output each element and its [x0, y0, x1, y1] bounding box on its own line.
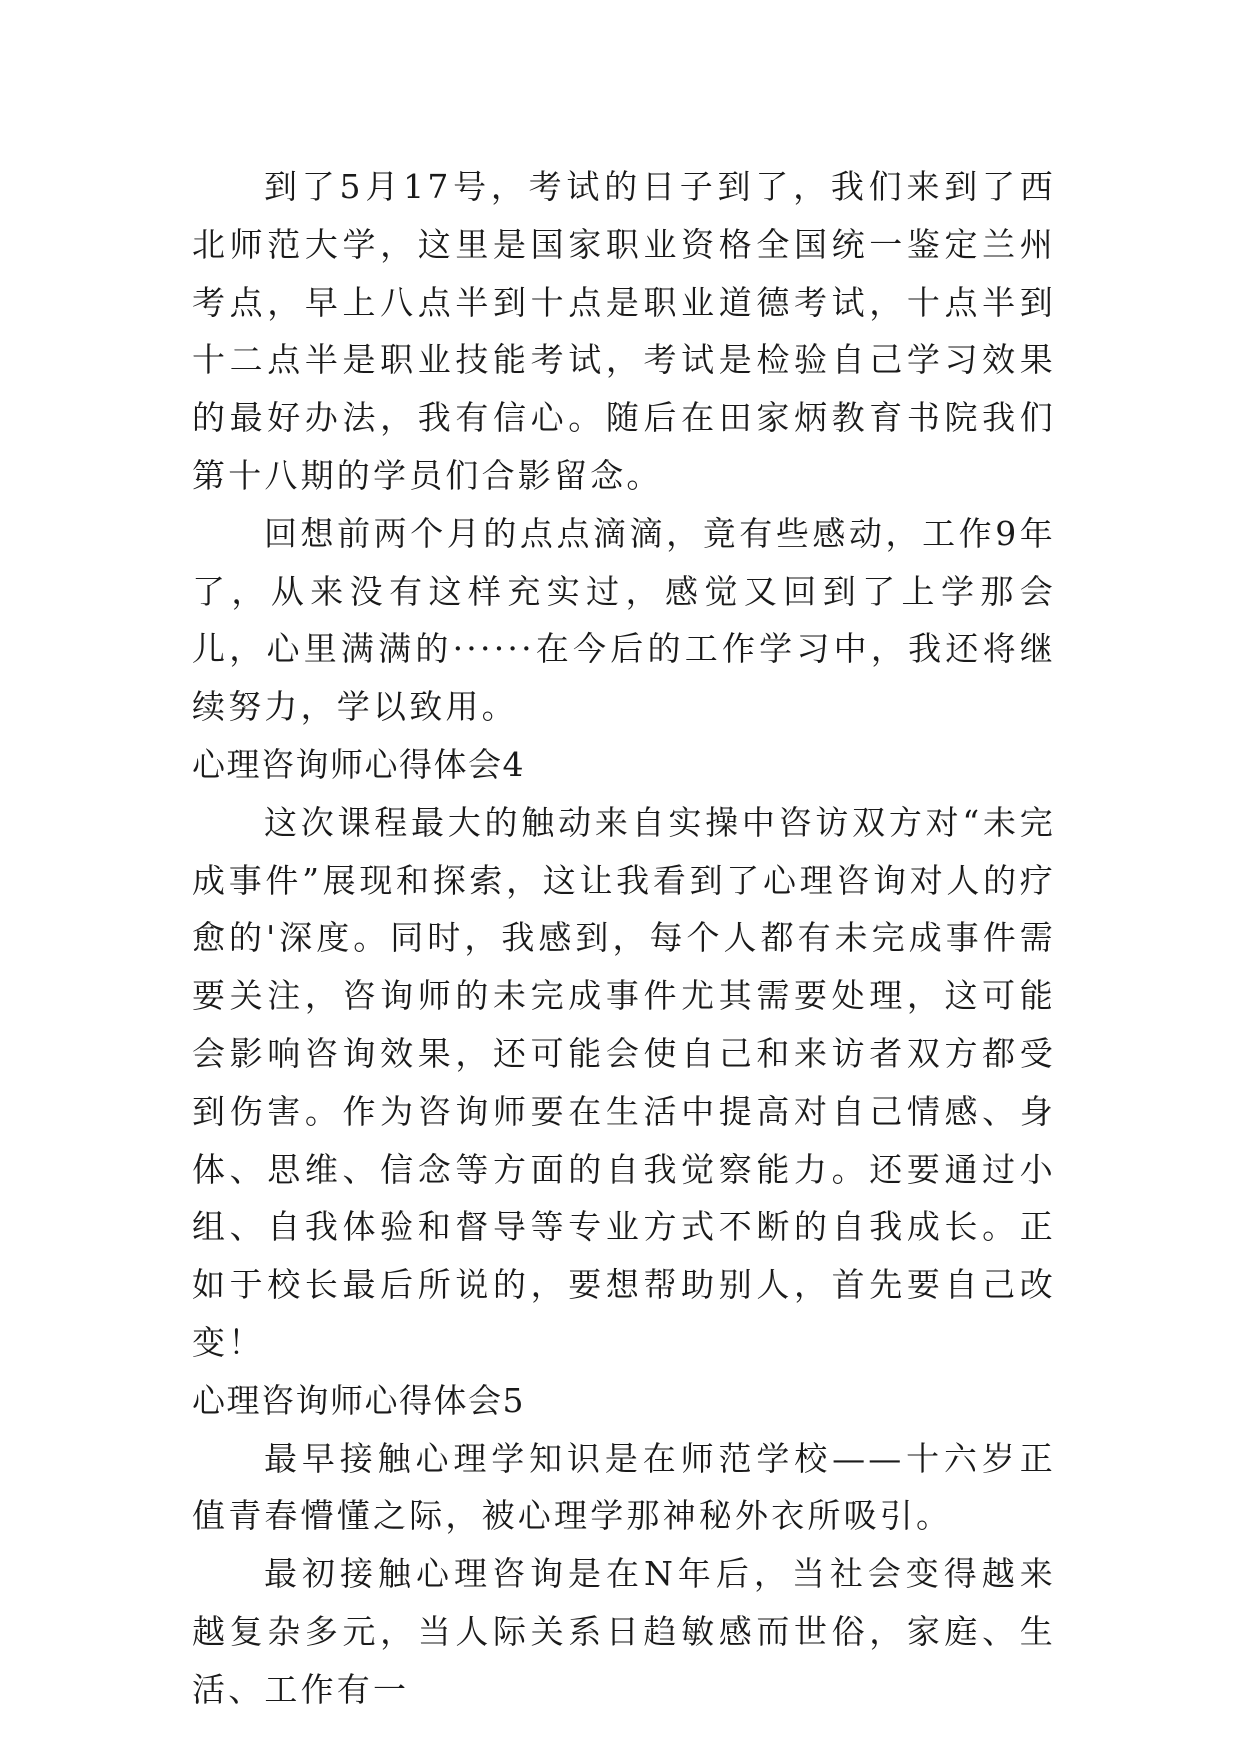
- document-body: [192, 158, 1056, 1719]
- paragraph-first-contact: 最早接触心理学知识是在师范学校——十六岁正值青春懵懂之际，被心理学那神秘外衣所吸引。: [192, 1438, 1056, 1536]
- paragraph-reflection: 回想前两个月的点点滴滴，竟有些感动，工作9年了，从来没有这样充实过，感觉又回到了上学那会儿，心里满满的······在今后的工作学习中，我还将继续努力，学以致用。: [192, 513, 1056, 727]
- paragraph-exam-day: 到了5月17号，考试的日子到了，我们来到了西北师范大学，这里是国家职业资格全国统一鉴定兰州考点，早上八点半到十点是职业道德考试，十点半到十二点半是职业技能考试，考试是检验自己学习效果的最好办法，我有信心。随后在田家炳教育书院我们第十八期的学员们合影留念。: [192, 167, 1056, 495]
- paragraph-counseling-start: 最初接触心理咨询是在N年后，当社会变得越来越复杂多元，当人际关系日趋敏感而世俗，家庭、生活、工作有一: [192, 1554, 1056, 1709]
- section-heading-4: 心理咨询师心得体会4: [192, 744, 525, 784]
- paragraph-unfinished-events: 这次课程最大的触动来自实操中咨访双方对“未完成事件”展现和探索，这让我看到了心理咨询对人的疗愈的'深度。同时，我感到，每个人都有未完成事件需要关注，咨询师的未完成事件尤其需要处理，这可能会影响咨询效果，还可能会使自己和来访者双方都受到伤害。作为咨询师要在生活中提高对自己情感、身体、思维、信念等方面的自我觉察能力。还要通过小组、自我体验和督导等专业方式不断的自我成长。正如于校长最后所说的，要想帮助别人，首先要自己改变！: [192, 802, 1056, 1362]
- section-heading-5: 心理咨询师心得体会5: [192, 1380, 525, 1420]
